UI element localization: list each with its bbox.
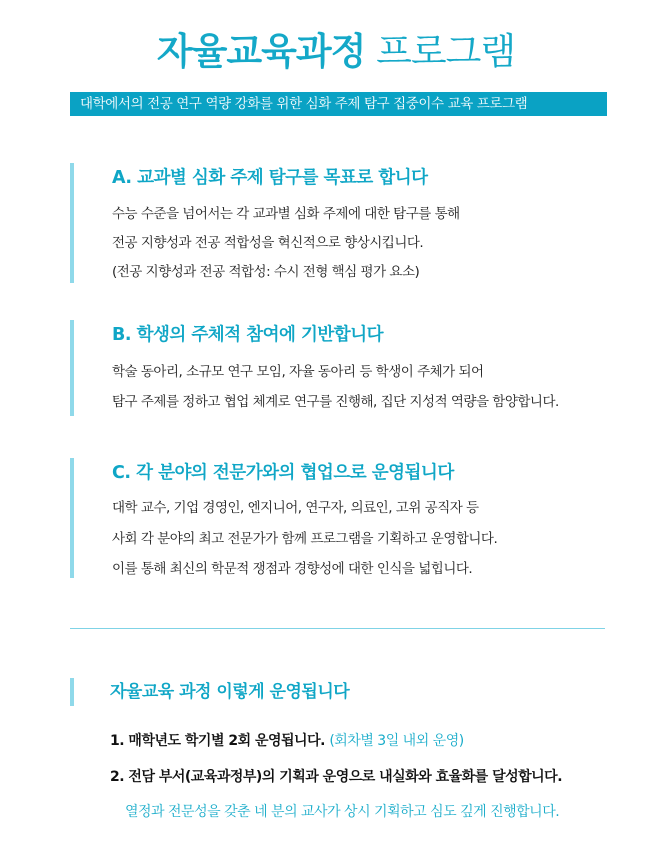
section-a-line-1: 수능 수준을 넘어서는 각 교과별 심화 주제에 대한 탐구를 통해: [112, 206, 460, 222]
section-b: [70, 320, 630, 416]
divider: [70, 628, 605, 629]
operation-item-2-sub: 열정과 전문성을 갖춘 네 분의 교사가 상시 기획하고 심도 깊게 진행합니다.: [125, 804, 560, 820]
operation-item-1: [110, 731, 464, 751]
section-a-line-2: 전공 지향성과 전공 적합성을 혁신적으로 향상시킵니다.: [112, 235, 424, 251]
section-accent-bar: [70, 458, 74, 578]
title-light: 프로그램: [376, 30, 516, 73]
section-a: [70, 163, 630, 283]
section-c: [70, 458, 630, 578]
section-c-heading: C. 각 분야의 전문가와의 협업으로 운영됩니다: [112, 463, 454, 483]
subtitle-banner: 대학에서의 전공 연구 역량 강화를 위한 심화 주제 탐구 집중이수 교육 프로그램: [70, 92, 607, 116]
operation-heading: 자율교육 과정 이렇게 운영됩니다: [110, 682, 350, 702]
section-a-line-3: (전공 지향성과 전공 적합성: 수시 전형 핵심 평가 요소): [112, 264, 420, 280]
operation-item-1-note: (회차별 3일 내외 운영): [329, 733, 464, 749]
section-accent-bar: [70, 320, 74, 416]
operation-item-1-text: 1. 매학년도 학기별 2회 운영됩니다.: [110, 733, 325, 749]
section-b-line-2: 탐구 주제를 정하고 협업 체계로 연구를 진행해, 집단 지성적 역량을 함양합니다.: [112, 394, 559, 410]
operation-item-2: 2. 전담 부서(교육과정부)의 기획과 운영으로 내실화와 효율화를 달성합니다.: [110, 769, 563, 785]
title-strong: 자율교육과정: [156, 30, 366, 73]
section-c-line-2: 사회 각 분야의 최고 전문가가 함께 프로그램을 기획하고 운영합니다.: [112, 531, 498, 547]
page-title: [0, 28, 672, 76]
section-c-line-3: 이를 통해 최신의 학문적 쟁점과 경향성에 대한 인식을 넓힙니다.: [112, 561, 473, 577]
operation-accent-bar: [70, 678, 74, 706]
section-b-line-1: 학술 동아리, 소규모 연구 모임, 자율 동아리 등 학생이 주체가 되어: [112, 364, 484, 380]
section-b-heading: B. 학생의 주체적 참여에 기반합니다: [112, 325, 384, 345]
section-accent-bar: [70, 163, 74, 283]
section-c-line-1: 대학 교수, 기업 경영인, 엔지니어, 연구자, 의료인, 고위 공직자 등: [112, 500, 479, 516]
section-a-heading: A. 교과별 심화 주제 탐구를 목표로 합니다: [112, 168, 428, 188]
